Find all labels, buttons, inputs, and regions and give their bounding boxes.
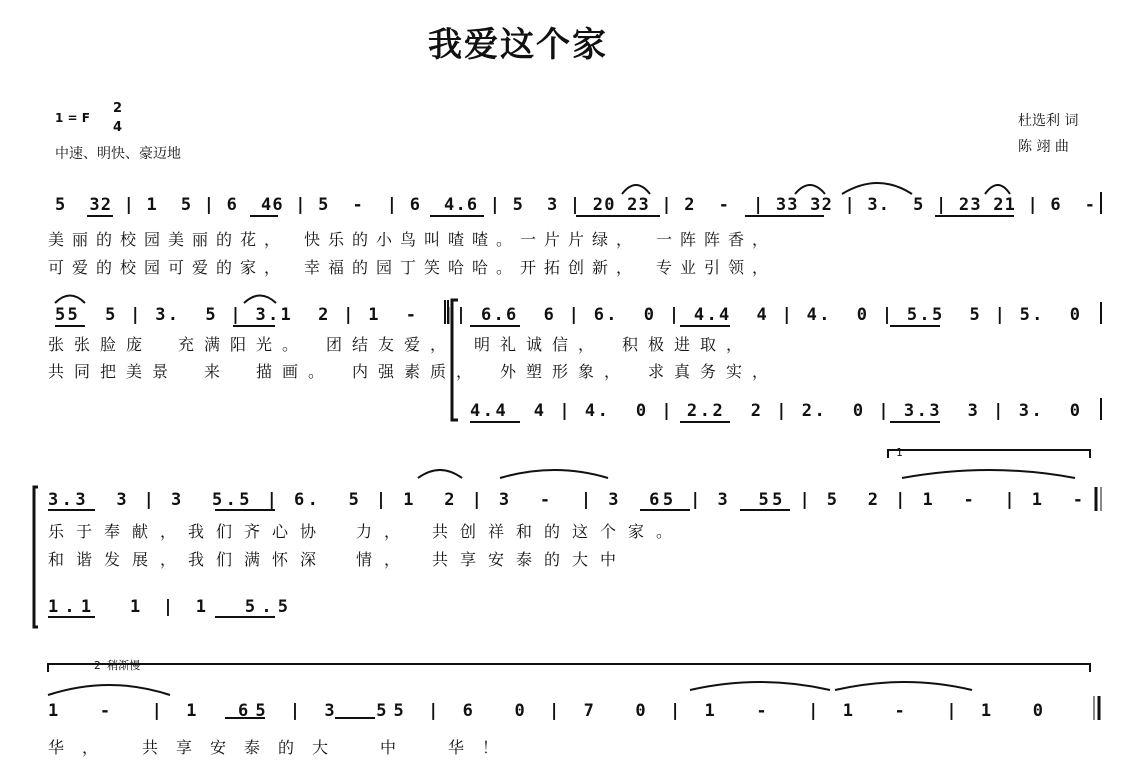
- system-1-lyrics-verse-2: 可爱的校园可爱的家， 幸福的园丁笑哈哈。开拓创新， 专业引领，: [48, 258, 777, 277]
- system-1-notes: [55, 195, 1095, 215]
- time-signature-top: 2: [113, 101, 123, 116]
- system-1-note-line: 5 32 | 1 5 | 6 46 | 5 - | 6 4.6 | 5 3 | 20 23 | 2 - | 33 32 | 3. 5 | 23 21 | 6 -: [55, 195, 1095, 215]
- system-2-lyrics-verse-1: 张张脸庞 充满阳光。 团结友爱， 明礼诚信， 积极进取，: [48, 335, 753, 354]
- system-2-lyrics-verse-2: 共同把美景 来 描画。 内强素质， 外塑形象， 求真务实，: [48, 362, 779, 381]
- system-4-lyrics: 华， 共享安泰的大 中 华！: [48, 738, 517, 757]
- system-3-lyrics-verse-2: 和谐发展，我们满怀深 情， 共享安泰的大中: [48, 550, 629, 569]
- time-signature-bottom: 4: [113, 120, 123, 135]
- system-3-lyrics-verse-1: 乐于奉献，我们齐心协 力， 共创祥和的这个家。: [48, 522, 685, 541]
- system-2-lower-note-line: 4.4 4 | 4. 0 | 2.2 2 | 2. 0 | 3.3 3 | 3. 0: [470, 401, 1080, 421]
- system-3-note-line: 3.3 3 | 3 5.5 | 6. 5 | 1 2 | 3 - | 3 65 | 3 55 | 5 2 | 1 - | 1 -: [48, 490, 1083, 510]
- lyricist-credit: 杜选利 词: [1018, 113, 1079, 129]
- volta-2-label: 2 稍渐慢: [94, 659, 141, 672]
- volta-1-label: 1: [896, 446, 903, 459]
- system-2-note-line: 55 5 | 3. 5 | 3.1 2 | 1 - || 6.6 6 | 6. 0 | 4.4 4 | 4. 0 | 5.5 5 | 5. 0: [55, 305, 1080, 325]
- system-4-notes: [48, 701, 1043, 721]
- system-4-note-line: 1 - | 1 65 | 3 55 | 6 0 | 7 0 | 1 - | 1 - | 1 0: [48, 701, 1043, 721]
- system-1-lyrics-verse-1: 美丽的校园美丽的花， 快乐的小鸟叫喳喳。一片片绿， 一阵阵香，: [48, 230, 777, 249]
- system-3-lower-note-line: 1.1 1 | 1 5.5: [48, 597, 288, 617]
- song-title: 我爱这个家: [428, 25, 608, 65]
- tempo-marking: 中速、明快、豪迈地: [55, 146, 181, 162]
- key-signature: 1 = F: [55, 111, 90, 125]
- composer-credit: 陈 翊 曲: [1018, 139, 1069, 155]
